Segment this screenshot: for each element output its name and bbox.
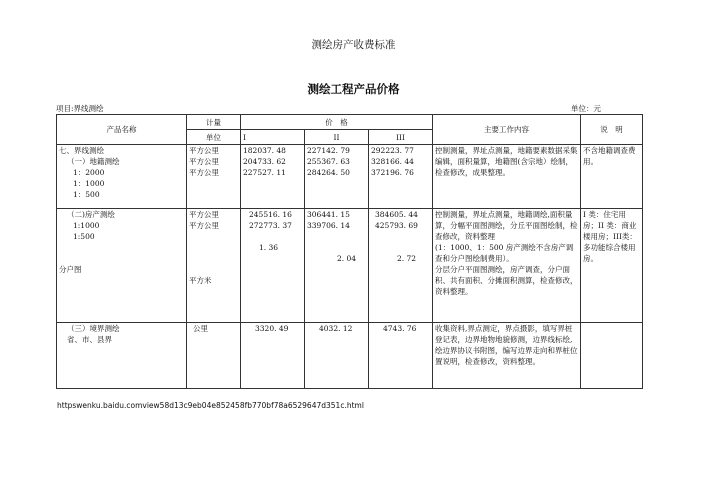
row3-content-text: 收集资料,界点测定，界点摄影，填写界桩登记表，边界地物地貌修测，边界线标绘,绘边界协议书附图，编写边界走向和界桩位置说明，检查修改，资料整理。 [435,324,578,366]
row2-note [581,209,643,323]
source-url[interactable]: httpswenku.baidu.comview58d13c9eb04e852458fb770bf78a6529647d351c.html [57,401,364,410]
header-main-content: 主要工作内容 [433,115,581,145]
row3-note [581,323,643,389]
row2-unit-cell [187,209,241,323]
row2-price-iii [369,209,433,323]
row2-unit-line: 平方公里 [189,221,219,230]
row1-name-line: 1：1000 [73,179,105,188]
row2-content-a: 控制测量，界址点测量，地籍调绘,面积量算，分幅平面图测绘，分丘平面图绘制，检查修改，资料整理 [435,210,578,241]
row2-note-text: I 类：住宅用房；II 类：商业楼用房；III类：多功能综合楼用房。 [583,210,637,263]
row1-price-iii-value: 328166. 44 [371,157,414,166]
unit-label: 单位：元 [571,104,601,113]
project-label: 项目:界线测绘 [56,104,104,113]
row3-price-ii [305,323,369,389]
row1-price-iii-value: 292223. 77 [371,146,414,155]
row2-price-i-value: 245516. 16 [249,210,292,219]
row2-name-extra: 分户图 [59,265,82,274]
row2-unit-line: 平方公里 [189,210,219,219]
row2-name-line: 1:500 [73,232,95,241]
table-row [57,145,643,209]
row2-price-ii-value: 306441. 15 [307,210,350,219]
row1-note [581,145,643,209]
row2-main-content [433,209,581,323]
row3-name-cell [57,323,187,389]
document-title: 测绘房产收费标准 [311,39,396,51]
row2-price-iii-extra: 2. 72 [397,254,417,263]
row1-price-iii [369,145,433,209]
row1-price-i-value: 182037. 48 [243,146,286,155]
row1-main-content [433,145,581,209]
row2-price-ii-extra: 2. 04 [337,254,357,263]
header-notes: 说 明 [581,115,643,145]
header-price: 价 格 [241,115,433,130]
row2-price-i-value: 272773. 37 [249,221,292,230]
row3-name-line: （三）境界测绘 [67,324,120,333]
row1-unit-line: 平方公里 [189,168,219,177]
row1-price-ii-value: 255367. 63 [307,157,350,166]
row3-price-i-value: 3320. 49 [255,324,289,333]
row2-name-cell [57,209,187,323]
header-product-name: 产品名称 [57,115,187,145]
row1-price-ii [305,145,369,209]
row2-price-ii [305,209,369,323]
row1-content-text: 控制测量，界址点测量，地籍要素数据采集编辑，面积量算，地籍图(含宗地）绘制，检查修改，成果整理。 [435,146,578,177]
row1-name-line: （一）地籍测绘 [67,157,120,166]
row2-price-iii-value: 384605. 44 [375,210,418,219]
row1-unit-line: 平方公里 [189,157,219,166]
row1-price-i-value: 204733. 62 [243,157,286,166]
row1-name-cell [57,145,187,209]
table-row [57,323,643,389]
row2-content-b: (1：1000、1：500 房产测绘不含房产调查和分户图绘制费用）。 [435,243,574,263]
row3-main-content [433,323,581,389]
header-col-ii: II [305,130,369,145]
row1-unit-line: 平方公里 [189,146,219,155]
row3-unit-cell [187,323,241,389]
row3-name-line: 省、市、县界 [67,335,112,344]
row1-note-text: 不含地籍调查费用。 [583,146,636,166]
price-table [56,114,643,389]
row2-content-c: 分层分户平面图测绘，房产调查，分户面积、共有面积、分摊面积测算，检查修改，资料整理。 [435,265,578,296]
row2-name-line: （二)房产测绘 [67,210,115,219]
row2-unit-extra: 平方米 [189,276,212,285]
row2-price-i [241,209,305,323]
row3-price-iii-value: 4743. 76 [383,324,417,333]
price-table-title: 测绘工程产品价格 [307,82,400,96]
row1-name-line: 1：500 [73,190,100,199]
row1-price-iii-value: 372196. 76 [371,168,414,177]
header-unit-bottom: 单位 [187,130,241,145]
row1-unit-cell [187,145,241,209]
row1-name-line: 1：2000 [73,168,105,177]
table-row [57,209,643,323]
row3-price-iii [369,323,433,389]
row1-price-ii-value: 227142. 79 [307,146,350,155]
row2-name-line: 1:1000 [73,221,100,230]
header-unit-top: 计量 [187,115,241,130]
header-col-iii: III [369,130,433,145]
row2-price-ii-value: 339706. 14 [307,221,350,230]
row3-price-i [241,323,305,389]
row2-price-i-extra: 1. 36 [259,243,279,252]
row3-unit-line: 公里 [193,324,208,333]
header-col-i: I [241,130,305,145]
row1-name-line: 七、界线测绘 [59,146,104,155]
row1-price-ii-value: 284264. 50 [307,168,350,177]
row2-price-iii-value: 425793. 69 [375,221,418,230]
row3-price-ii-value: 4032. 12 [319,324,353,333]
row1-price-i-value: 227527. 11 [243,168,286,177]
row1-price-i [241,145,305,209]
